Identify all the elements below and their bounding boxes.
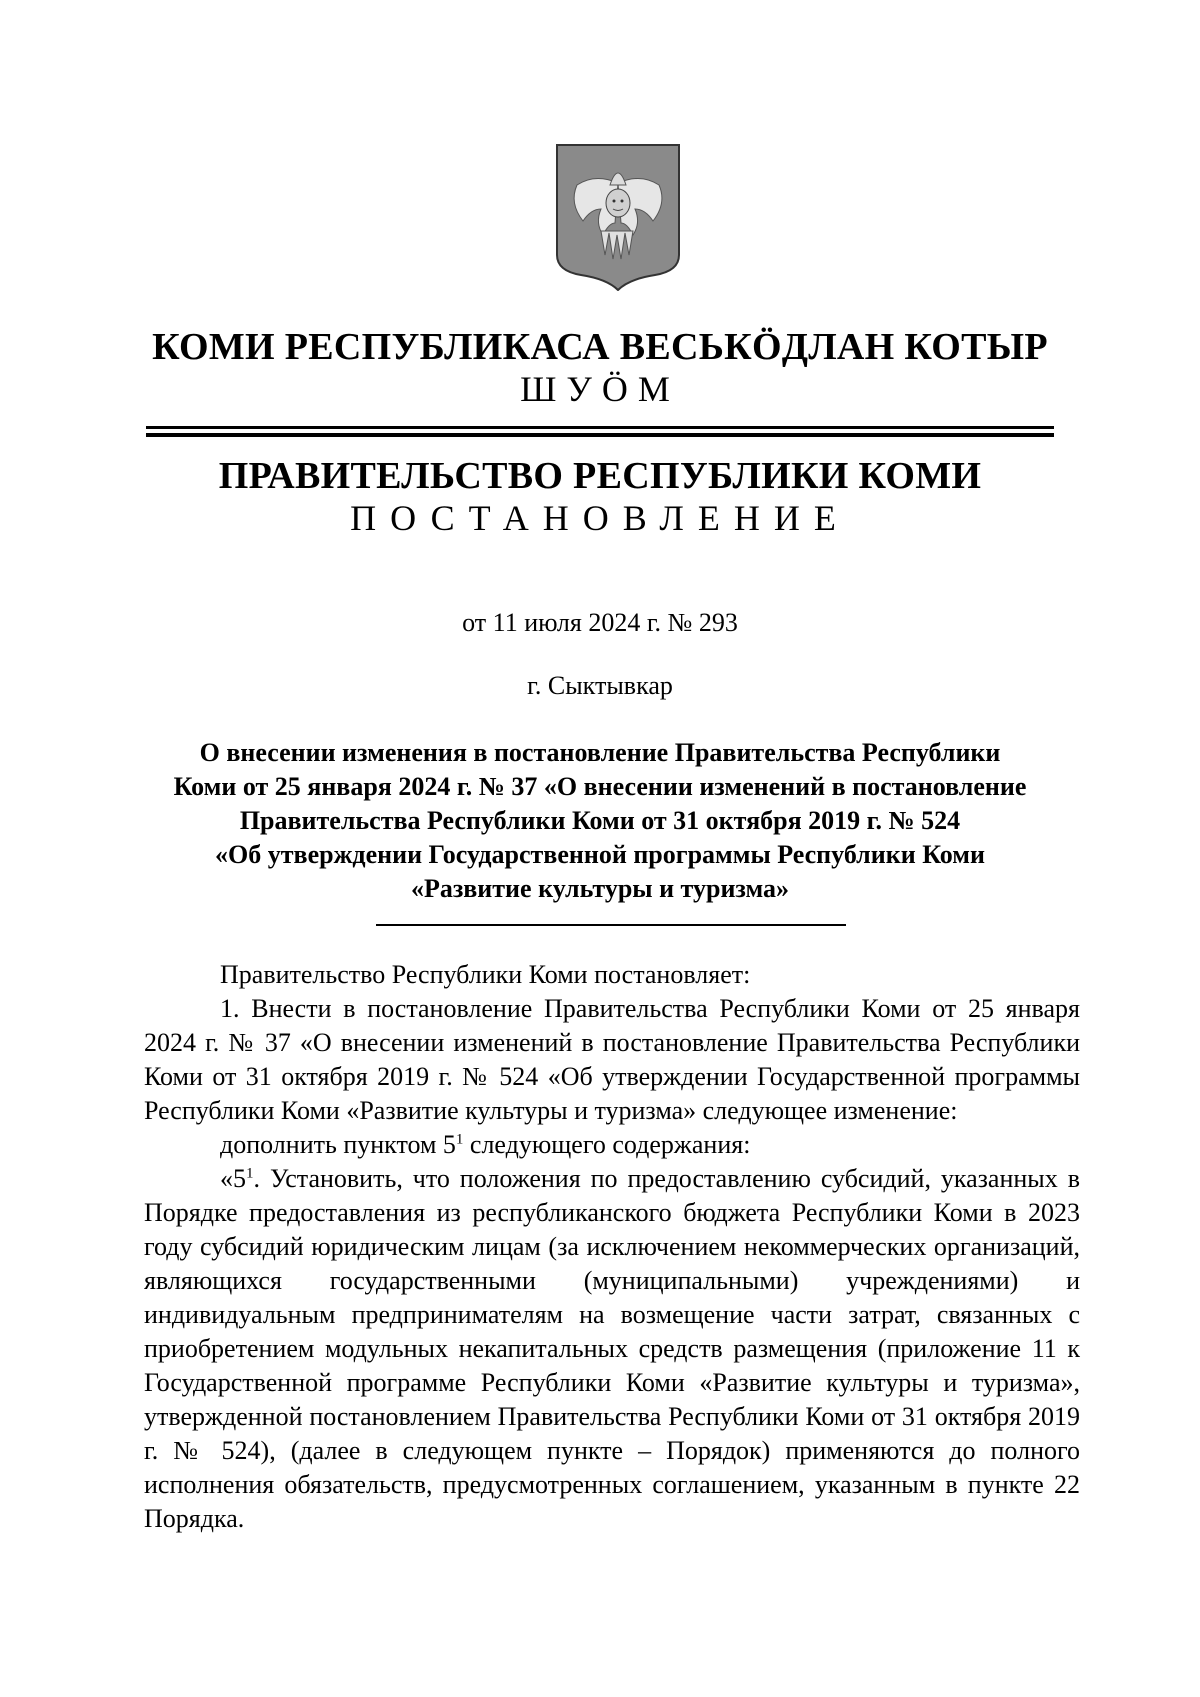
russian-government-title: ПРАВИТЕЛЬСТВО РЕСПУБЛИКИ КОМИ <box>218 455 982 497</box>
coat-of-arms-icon <box>555 143 681 291</box>
document-body <box>144 958 1080 1536</box>
russian-document-type: ПОСТАНОВЛЕНИЕ <box>350 498 850 538</box>
document-city: г. Сыктывкар <box>527 671 673 700</box>
supplement-paragraph <box>144 1128 1080 1162</box>
supplement-text-end: следующего содержания: <box>463 1130 751 1159</box>
point-text: . Установить, что положения по предоставлению субсидий, указанных в Порядке предоставления из республиканского бюджета Республики Коми в 2023 году субсидий юридическим лицам (за исключением некоммерческих организаций, являющихся государственными (муниципальными) учреждениями) и индивидуальным предпринимателям на возмещение части затрат, связанных с приобретением модульных некапитальных средств размещения (приложение 11 к Государственной программе Республики Коми «Развитие культуры и туризма», утвержденной постановлением Правительства Республики Коми от 31 октября 2019 г. № 524), (далее в следующем пункте – Порядок) применяются до полного исполнения обязательств, предусмотренных соглашением, указанным в пункте 22 Порядка. <box>144 1164 1080 1533</box>
subject-line: Коми от 25 января 2024 г. № 37 «О внесении изменений в постановление <box>173 772 1027 801</box>
subject-line: «Развитие культуры и туризма» <box>410 874 790 903</box>
supplement-text: дополнить пунктом 5 <box>220 1130 456 1159</box>
item-1-paragraph: 1. Внести в постановление Правительства Республики Коми от 25 января 2024 г. № 37 «О внесении изменений в постановление Правительства Республики Коми от 31 октября 2019 г. № 524 «Об утверждении Государственной программы Республики Коми «Развитие культуры и туризма» следующее изменение: <box>144 994 1080 1125</box>
point-number: «5 <box>220 1164 246 1193</box>
subject-line: О внесении изменения в постановление Правительства Республики <box>199 738 1001 767</box>
intro-paragraph: Правительство Республики Коми постановляет: <box>220 960 751 989</box>
subject-line: Правительства Республики Коми от 31 октября 2019 г. № 524 <box>239 806 961 835</box>
subject-underline <box>376 924 846 926</box>
document-subject <box>110 736 1090 906</box>
document-date-number: от 11 июля 2024 г. № 293 <box>462 608 738 637</box>
supplement-superscript: 1 <box>455 1131 464 1148</box>
komi-document-type: ШУӦМ <box>520 369 680 409</box>
header-double-divider <box>146 426 1054 438</box>
point-5-1-paragraph <box>144 1162 1080 1536</box>
subject-line: «Об утверждении Государственной программы Республики Коми <box>215 840 985 869</box>
point-superscript: 1 <box>246 1165 254 1182</box>
komi-government-title: КОМИ РЕСПУБЛИКАСА ВЕСЬКӦДЛАН КОТЫР <box>152 326 1048 368</box>
